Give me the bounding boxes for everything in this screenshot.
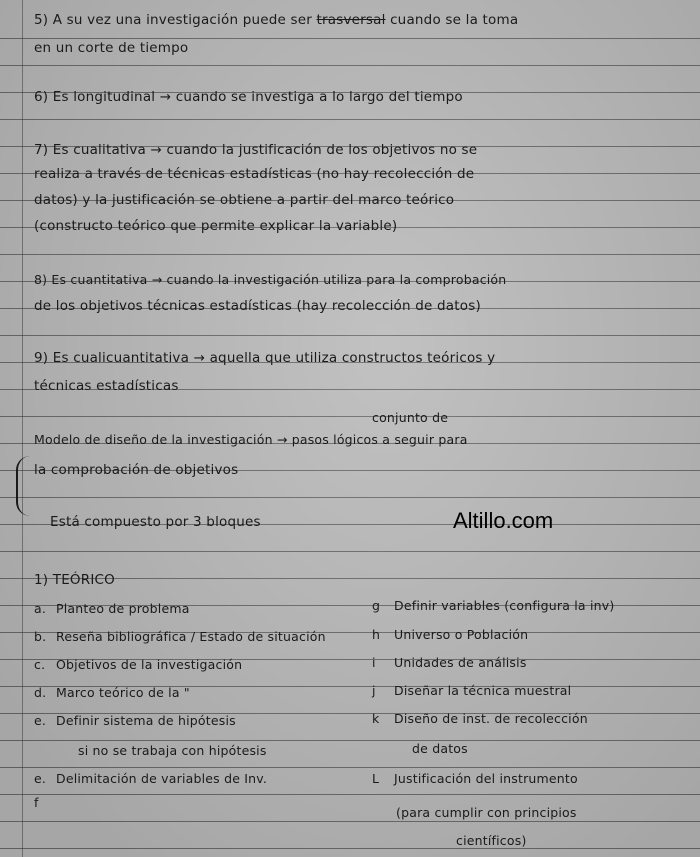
item6-line1: 6) Es longitudinal → cuando se investiga a lo largo del tiempo — [34, 89, 463, 105]
right-item: L Justificación del instrumento — [372, 771, 578, 786]
item7-line3: datos) y la justificación se obtiene a partir del marco teórico — [34, 192, 455, 208]
item8-line1: 8) Es cuantitativa → cuando la investigación utiliza para la comprobación — [34, 272, 507, 287]
item5-line2: en un corte de tiempo — [34, 40, 189, 56]
brand-watermark: Altillo.com — [453, 508, 554, 533]
left-item: c. Objetivos de la investigación — [34, 657, 243, 672]
modelo-line2: la comprobación de objetivos — [34, 462, 239, 478]
modelo-line3: Está compuesto por 3 bloques — [50, 514, 261, 530]
item5-text-b: cuando se la toma — [390, 12, 519, 28]
right-item: j Diseñar la técnica muestral — [372, 683, 572, 698]
item5-text-a: 5) A su vez una investigación puede ser — [34, 12, 312, 28]
item9-line2: técnicas estadísticas — [34, 378, 179, 394]
item7-line2: realiza a través de técnicas estadísticas (no hay recolección de — [34, 166, 475, 182]
left-item-note: si no se trabaja con hipótesis — [78, 743, 267, 758]
modelo-line1: Modelo de diseño de la investigación → pasos lógicos a seguir para — [34, 432, 468, 447]
right-item: g Definir variables (configura la inv) — [372, 598, 615, 613]
right-item: i Unidades de análisis — [372, 655, 527, 670]
item5-struck-word: trasversal — [316, 12, 386, 28]
brace-bracket — [16, 456, 32, 516]
right-item: h Universo o Población — [372, 627, 529, 642]
item9-line1: 9) Es cualicuantitativa → aquella que utiliza constructos teóricos y — [34, 350, 496, 366]
margin-line — [22, 0, 23, 857]
left-item: e. Delimitación de variables de Inv. — [34, 771, 268, 786]
right-item-cont: de datos — [412, 741, 468, 756]
right-item-cont: (para cumplir con principios — [396, 805, 577, 820]
item5-line1 — [34, 12, 518, 28]
left-item: d. Marco teórico de la " — [34, 685, 190, 700]
left-item: e. Definir sistema de hipótesis — [34, 713, 236, 728]
item7-line1: 7) Es cualitativa → cuando la justificación de los objetivos no se — [34, 142, 478, 158]
teorico-heading: 1) TEÓRICO — [34, 572, 115, 588]
item8-line2: de los objetivos técnicas estadísticas (hay recolección de datos) — [34, 298, 481, 314]
item7-line4: (constructo teórico que permite explicar la variable) — [34, 218, 398, 234]
left-item: f — [34, 795, 39, 810]
left-item: a. Planteo de problema — [34, 601, 190, 616]
right-item-cont: científicos) — [456, 833, 527, 848]
left-item: b. Reseña bibliográfica / Estado de situación — [34, 629, 326, 644]
right-item: k Diseño de inst. de recolección — [372, 711, 588, 726]
modelo-annotation: conjunto de — [372, 410, 449, 425]
